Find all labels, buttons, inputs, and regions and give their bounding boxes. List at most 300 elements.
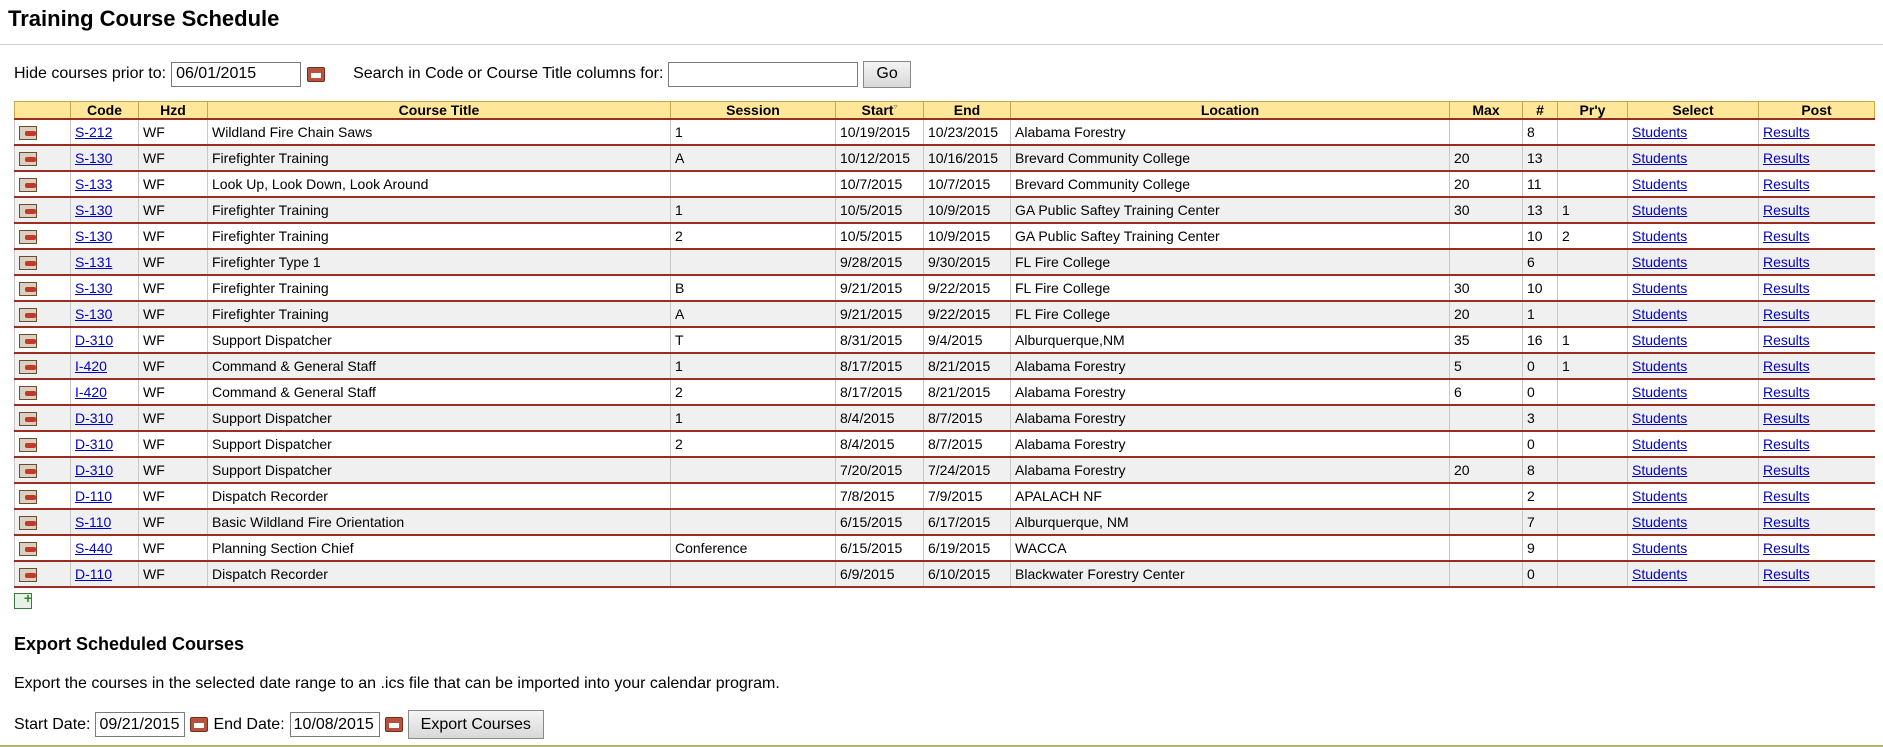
hazard-cell: WF (139, 457, 208, 483)
session-cell: A (671, 301, 836, 327)
students-link[interactable]: Students (1632, 488, 1688, 504)
results-cell (1759, 197, 1875, 223)
col-header-start-label: Start (861, 102, 894, 118)
edit-course-icon[interactable] (19, 412, 37, 426)
enrolled-count-cell: 1 (1523, 301, 1558, 327)
location-cell: FL Fire College (1011, 249, 1450, 275)
row-icon-cell (15, 431, 71, 457)
priority-cell (1558, 171, 1628, 197)
results-link[interactable]: Results (1763, 124, 1810, 140)
col-header-location[interactable]: Location (1011, 102, 1450, 120)
table-row (15, 509, 1875, 535)
location-cell: WACCA (1011, 535, 1450, 561)
row-icon-cell (15, 535, 71, 561)
results-link[interactable]: Results (1763, 176, 1810, 192)
edit-course-icon[interactable] (19, 126, 37, 140)
end-date-cell: 8/7/2015 (924, 405, 1011, 431)
results-link[interactable]: Results (1763, 514, 1810, 530)
students-cell (1628, 561, 1759, 587)
end-date-cell: 9/4/2015 (924, 327, 1011, 353)
students-cell (1628, 353, 1759, 379)
course-title-cell: Planning Section Chief (208, 535, 671, 561)
enrolled-count-cell: 8 (1523, 119, 1558, 145)
students-cell (1628, 405, 1759, 431)
table-row (15, 327, 1875, 353)
students-link[interactable]: Students (1632, 514, 1688, 530)
edit-course-icon[interactable] (19, 542, 37, 556)
code-cell (71, 561, 139, 587)
table-row (15, 353, 1875, 379)
enrolled-count-cell: 11 (1523, 171, 1558, 197)
edit-course-icon[interactable] (19, 438, 37, 452)
results-link[interactable]: Results (1763, 228, 1810, 244)
code-cell (71, 353, 139, 379)
course-title-cell: Look Up, Look Down, Look Around (208, 171, 671, 197)
edit-course-icon[interactable] (19, 490, 37, 504)
code-link[interactable]: D-110 (75, 488, 113, 504)
priority-cell (1558, 535, 1628, 561)
students-link[interactable]: Students (1632, 436, 1688, 452)
priority-cell (1558, 483, 1628, 509)
table-row (15, 145, 1875, 171)
enrolled-count-cell: 3 (1523, 405, 1558, 431)
priority-cell: 1 (1558, 353, 1628, 379)
row-icon-cell (15, 327, 71, 353)
start-date-cell: 9/21/2015 (836, 301, 924, 327)
enrolled-count-cell: 10 (1523, 275, 1558, 301)
max-cell (1450, 223, 1523, 249)
edit-course-icon[interactable] (19, 204, 37, 218)
students-cell (1628, 327, 1759, 353)
course-title-cell: Support Dispatcher (208, 431, 671, 457)
course-table-body (15, 119, 1875, 587)
students-cell (1628, 171, 1759, 197)
session-cell (671, 483, 836, 509)
students-cell (1628, 249, 1759, 275)
course-title-cell: Dispatch Recorder (208, 483, 671, 509)
session-cell: A (671, 145, 836, 171)
code-link[interactable]: I-420 (75, 384, 107, 400)
end-date-cell: 10/9/2015 (924, 223, 1011, 249)
start-date-cell: 8/31/2015 (836, 327, 924, 353)
students-link[interactable]: Students (1632, 358, 1688, 374)
enrolled-count-cell: 0 (1523, 353, 1558, 379)
results-cell (1759, 457, 1875, 483)
students-cell (1628, 431, 1759, 457)
location-cell: Alabama Forestry (1011, 379, 1450, 405)
results-link[interactable]: Results (1763, 254, 1810, 270)
location-cell: Alabama Forestry (1011, 405, 1450, 431)
hazard-cell: WF (139, 535, 208, 561)
course-title-cell: Firefighter Training (208, 275, 671, 301)
table-row (15, 457, 1875, 483)
row-icon-cell (15, 483, 71, 509)
hazard-cell: WF (139, 301, 208, 327)
end-date-cell: 7/9/2015 (924, 483, 1011, 509)
students-link[interactable]: Students (1632, 176, 1688, 192)
edit-course-icon[interactable] (19, 308, 37, 322)
code-cell (71, 301, 139, 327)
max-cell: 30 (1450, 275, 1523, 301)
results-link[interactable]: Results (1763, 566, 1810, 582)
edit-course-icon[interactable] (19, 152, 37, 166)
code-link[interactable]: S-131 (75, 254, 113, 270)
priority-cell (1558, 509, 1628, 535)
table-row (15, 431, 1875, 457)
row-icon-cell (15, 379, 71, 405)
table-row (15, 301, 1875, 327)
row-icon-cell (15, 171, 71, 197)
session-cell: B (671, 275, 836, 301)
results-cell (1759, 561, 1875, 587)
students-cell (1628, 379, 1759, 405)
page-title: Training Course Schedule (8, 6, 280, 31)
export-title: Export Scheduled Courses (14, 634, 245, 654)
code-link[interactable]: D-310 (75, 436, 114, 452)
results-cell (1759, 509, 1875, 535)
code-cell (71, 457, 139, 483)
priority-cell (1558, 405, 1628, 431)
course-title-cell: Firefighter Type 1 (208, 249, 671, 275)
students-link[interactable]: Students (1632, 332, 1688, 348)
max-cell (1450, 535, 1523, 561)
table-row (15, 197, 1875, 223)
hazard-cell: WF (139, 171, 208, 197)
course-title-cell: Firefighter Training (208, 197, 671, 223)
table-row (15, 249, 1875, 275)
max-cell: 5 (1450, 353, 1523, 379)
hazard-cell: WF (139, 405, 208, 431)
table-row (15, 483, 1875, 509)
priority-cell (1558, 457, 1628, 483)
session-cell (671, 561, 836, 587)
row-icon-cell (15, 275, 71, 301)
code-cell (71, 275, 139, 301)
start-date-cell: 8/17/2015 (836, 353, 924, 379)
header-row (15, 102, 1875, 120)
row-icon-cell (15, 119, 71, 145)
code-link[interactable]: S-130 (75, 306, 113, 322)
start-date-cell: 8/17/2015 (836, 379, 924, 405)
students-cell (1628, 197, 1759, 223)
course-title-cell: Wildland Fire Chain Saws (208, 119, 671, 145)
results-link[interactable]: Results (1763, 150, 1810, 166)
start-date-cell: 6/15/2015 (836, 509, 924, 535)
export-end-calendar-icon[interactable] (385, 717, 403, 732)
go-button[interactable]: Go (863, 61, 910, 88)
code-link[interactable]: S-440 (75, 540, 113, 556)
end-date-cell: 8/21/2015 (924, 353, 1011, 379)
course-title-cell: Firefighter Training (208, 301, 671, 327)
location-cell: Alburquerque,NM (1011, 327, 1450, 353)
row-icon-cell (15, 301, 71, 327)
location-cell: Brevard Community College (1011, 145, 1450, 171)
course-title-cell: Command & General Staff (208, 379, 671, 405)
students-link[interactable]: Students (1632, 566, 1688, 582)
export-start-calendar-icon[interactable] (190, 717, 208, 732)
start-date-cell: 10/12/2015 (836, 145, 924, 171)
session-cell: 2 (671, 431, 836, 457)
end-date-cell: 9/22/2015 (924, 301, 1011, 327)
location-cell: FL Fire College (1011, 301, 1450, 327)
edit-course-icon[interactable] (19, 230, 37, 244)
course-title-cell: Firefighter Training (208, 223, 671, 249)
students-link[interactable]: Students (1632, 410, 1688, 426)
end-date-cell: 8/21/2015 (924, 379, 1011, 405)
add-course-icon[interactable] (14, 593, 32, 609)
max-cell: 20 (1450, 171, 1523, 197)
edit-course-icon[interactable] (19, 386, 37, 400)
results-link[interactable]: Results (1763, 410, 1810, 426)
end-date-cell: 10/23/2015 (924, 119, 1011, 145)
enrolled-count-cell: 10 (1523, 223, 1558, 249)
code-link[interactable]: D-310 (75, 332, 114, 348)
session-cell: 1 (671, 197, 836, 223)
export-controls (14, 710, 544, 739)
results-cell (1759, 301, 1875, 327)
start-date-cell: 6/15/2015 (836, 535, 924, 561)
students-link[interactable]: Students (1632, 150, 1688, 166)
start-date-cell: 9/21/2015 (836, 275, 924, 301)
edit-course-icon[interactable] (19, 178, 37, 192)
code-cell (71, 509, 139, 535)
code-cell (71, 197, 139, 223)
start-date-cell: 10/5/2015 (836, 223, 924, 249)
search-input[interactable] (668, 62, 858, 87)
code-cell (71, 535, 139, 561)
code-cell (71, 171, 139, 197)
hazard-cell: WF (139, 327, 208, 353)
hide-courses-label: Hide courses prior to: (14, 65, 167, 82)
edit-course-icon[interactable] (19, 282, 37, 296)
session-cell: 1 (671, 353, 836, 379)
start-date-cell: 9/28/2015 (836, 249, 924, 275)
hazard-cell: WF (139, 197, 208, 223)
max-cell: 6 (1450, 379, 1523, 405)
results-link[interactable]: Results (1763, 488, 1810, 504)
code-link[interactable]: D-310 (75, 410, 114, 426)
code-link[interactable]: I-420 (75, 358, 107, 374)
results-link[interactable]: Results (1763, 436, 1810, 452)
max-cell (1450, 249, 1523, 275)
students-link[interactable]: Students (1632, 384, 1688, 400)
results-cell (1759, 405, 1875, 431)
table-row (15, 379, 1875, 405)
row-icon-cell (15, 145, 71, 171)
max-cell: 20 (1450, 457, 1523, 483)
code-cell (71, 119, 139, 145)
course-title-cell: Firefighter Training (208, 145, 671, 171)
end-date-cell: 6/17/2015 (924, 509, 1011, 535)
start-date-cell: 8/4/2015 (836, 405, 924, 431)
edit-course-icon[interactable] (19, 334, 37, 348)
table-row (15, 561, 1875, 587)
max-cell: 30 (1450, 197, 1523, 223)
max-cell (1450, 405, 1523, 431)
enrolled-count-cell: 13 (1523, 145, 1558, 171)
col-header-code[interactable]: Code (71, 102, 139, 120)
results-link[interactable]: Results (1763, 462, 1810, 478)
hazard-cell: WF (139, 353, 208, 379)
location-cell: Brevard Community College (1011, 171, 1450, 197)
students-cell (1628, 301, 1759, 327)
max-cell: 20 (1450, 301, 1523, 327)
code-link[interactable]: S-130 (75, 202, 113, 218)
end-date-cell: 7/24/2015 (924, 457, 1011, 483)
col-header-count[interactable]: # (1523, 102, 1558, 120)
hazard-cell: WF (139, 223, 208, 249)
session-cell (671, 509, 836, 535)
enrolled-count-cell: 7 (1523, 509, 1558, 535)
results-cell (1759, 535, 1875, 561)
col-header-end[interactable]: End (924, 102, 1011, 120)
max-cell (1450, 431, 1523, 457)
results-link[interactable]: Results (1763, 306, 1810, 322)
col-header-priority[interactable]: Pr'y (1558, 102, 1628, 120)
table-row (15, 119, 1875, 145)
session-cell (671, 249, 836, 275)
export-courses-button[interactable]: Export Courses (408, 710, 544, 739)
session-cell (671, 457, 836, 483)
table-row (15, 171, 1875, 197)
results-cell (1759, 223, 1875, 249)
results-cell (1759, 353, 1875, 379)
code-link[interactable]: S-130 (75, 280, 113, 296)
results-cell (1759, 431, 1875, 457)
session-cell: 1 (671, 405, 836, 431)
location-cell: Alabama Forestry (1011, 119, 1450, 145)
export-start-date-input[interactable] (95, 712, 185, 737)
table-row (15, 405, 1875, 431)
col-header-session[interactable]: Session (671, 102, 836, 120)
code-link[interactable]: S-133 (75, 176, 113, 192)
session-cell (671, 171, 836, 197)
row-icon-cell (15, 405, 71, 431)
end-date-cell: 10/9/2015 (924, 197, 1011, 223)
code-cell (71, 145, 139, 171)
session-cell: 1 (671, 119, 836, 145)
code-link[interactable]: S-130 (75, 150, 113, 166)
col-header-max[interactable]: Max (1450, 102, 1523, 120)
results-link[interactable]: Results (1763, 540, 1810, 556)
hazard-cell: WF (139, 249, 208, 275)
course-title-cell: Support Dispatcher (208, 405, 671, 431)
students-cell (1628, 223, 1759, 249)
students-link[interactable]: Students (1632, 280, 1688, 296)
course-title-cell: Command & General Staff (208, 353, 671, 379)
location-cell: Alburquerque, NM (1011, 509, 1450, 535)
row-icon-cell (15, 457, 71, 483)
students-link[interactable]: Students (1632, 124, 1688, 140)
col-header-start[interactable] (836, 102, 924, 120)
session-cell: 2 (671, 379, 836, 405)
priority-cell (1558, 119, 1628, 145)
enrolled-count-cell: 2 (1523, 483, 1558, 509)
students-link[interactable]: Students (1632, 228, 1688, 244)
row-icon-cell (15, 249, 71, 275)
students-link[interactable]: Students (1632, 202, 1688, 218)
export-end-label: End Date: (213, 715, 285, 733)
location-cell: Alabama Forestry (1011, 431, 1450, 457)
code-cell (71, 483, 139, 509)
edit-course-icon[interactable] (19, 516, 37, 530)
edit-course-icon[interactable] (19, 256, 37, 270)
max-cell (1450, 509, 1523, 535)
calendar-icon[interactable] (307, 67, 325, 82)
priority-cell (1558, 275, 1628, 301)
edit-course-icon[interactable] (19, 568, 37, 582)
code-cell (71, 405, 139, 431)
results-link[interactable]: Results (1763, 384, 1810, 400)
row-icon-cell (15, 561, 71, 587)
table-row (15, 275, 1875, 301)
enrolled-count-cell: 16 (1523, 327, 1558, 353)
students-cell (1628, 535, 1759, 561)
max-cell: 20 (1450, 145, 1523, 171)
priority-cell (1558, 249, 1628, 275)
start-date-cell: 8/4/2015 (836, 431, 924, 457)
start-date-cell: 7/20/2015 (836, 457, 924, 483)
hazard-cell: WF (139, 561, 208, 587)
results-link[interactable]: Results (1763, 332, 1810, 348)
results-cell (1759, 379, 1875, 405)
end-date-cell: 9/30/2015 (924, 249, 1011, 275)
filter-bar (14, 60, 911, 88)
session-cell: Conference (671, 535, 836, 561)
max-cell (1450, 483, 1523, 509)
code-link[interactable]: D-310 (75, 462, 114, 478)
results-cell (1759, 249, 1875, 275)
code-link[interactable]: S-110 (75, 514, 112, 530)
edit-course-icon[interactable] (19, 360, 37, 374)
col-header-hzd[interactable]: Hzd (139, 102, 208, 120)
end-date-cell: 10/16/2015 (924, 145, 1011, 171)
end-date-cell: 6/19/2015 (924, 535, 1011, 561)
edit-course-icon[interactable] (19, 464, 37, 478)
code-link[interactable]: D-110 (75, 566, 113, 582)
priority-cell: 1 (1558, 197, 1628, 223)
location-cell: GA Public Saftey Training Center (1011, 223, 1450, 249)
course-title-cell: Basic Wildland Fire Orientation (208, 509, 671, 535)
code-cell (71, 249, 139, 275)
col-header-course-title[interactable]: Course Title (208, 102, 671, 120)
max-cell: 35 (1450, 327, 1523, 353)
students-cell (1628, 275, 1759, 301)
code-link[interactable]: S-130 (75, 228, 113, 244)
export-end-date-input[interactable] (290, 712, 380, 737)
results-link[interactable]: Results (1763, 202, 1810, 218)
hide-date-input[interactable] (171, 62, 301, 87)
priority-cell (1558, 561, 1628, 587)
results-cell (1759, 327, 1875, 353)
results-link[interactable]: Results (1763, 280, 1810, 296)
results-cell (1759, 145, 1875, 171)
location-cell: GA Public Saftey Training Center (1011, 197, 1450, 223)
session-cell: T (671, 327, 836, 353)
students-link[interactable]: Students (1632, 540, 1688, 556)
table-row (15, 223, 1875, 249)
location-cell: FL Fire College (1011, 275, 1450, 301)
students-cell (1628, 145, 1759, 171)
students-link[interactable]: Students (1632, 462, 1688, 478)
enrolled-count-cell: 0 (1523, 379, 1558, 405)
results-link[interactable]: Results (1763, 358, 1810, 374)
code-link[interactable]: S-212 (75, 124, 113, 140)
students-link[interactable]: Students (1632, 254, 1688, 270)
hazard-cell: WF (139, 379, 208, 405)
priority-cell (1558, 431, 1628, 457)
students-link[interactable]: Students (1632, 306, 1688, 322)
